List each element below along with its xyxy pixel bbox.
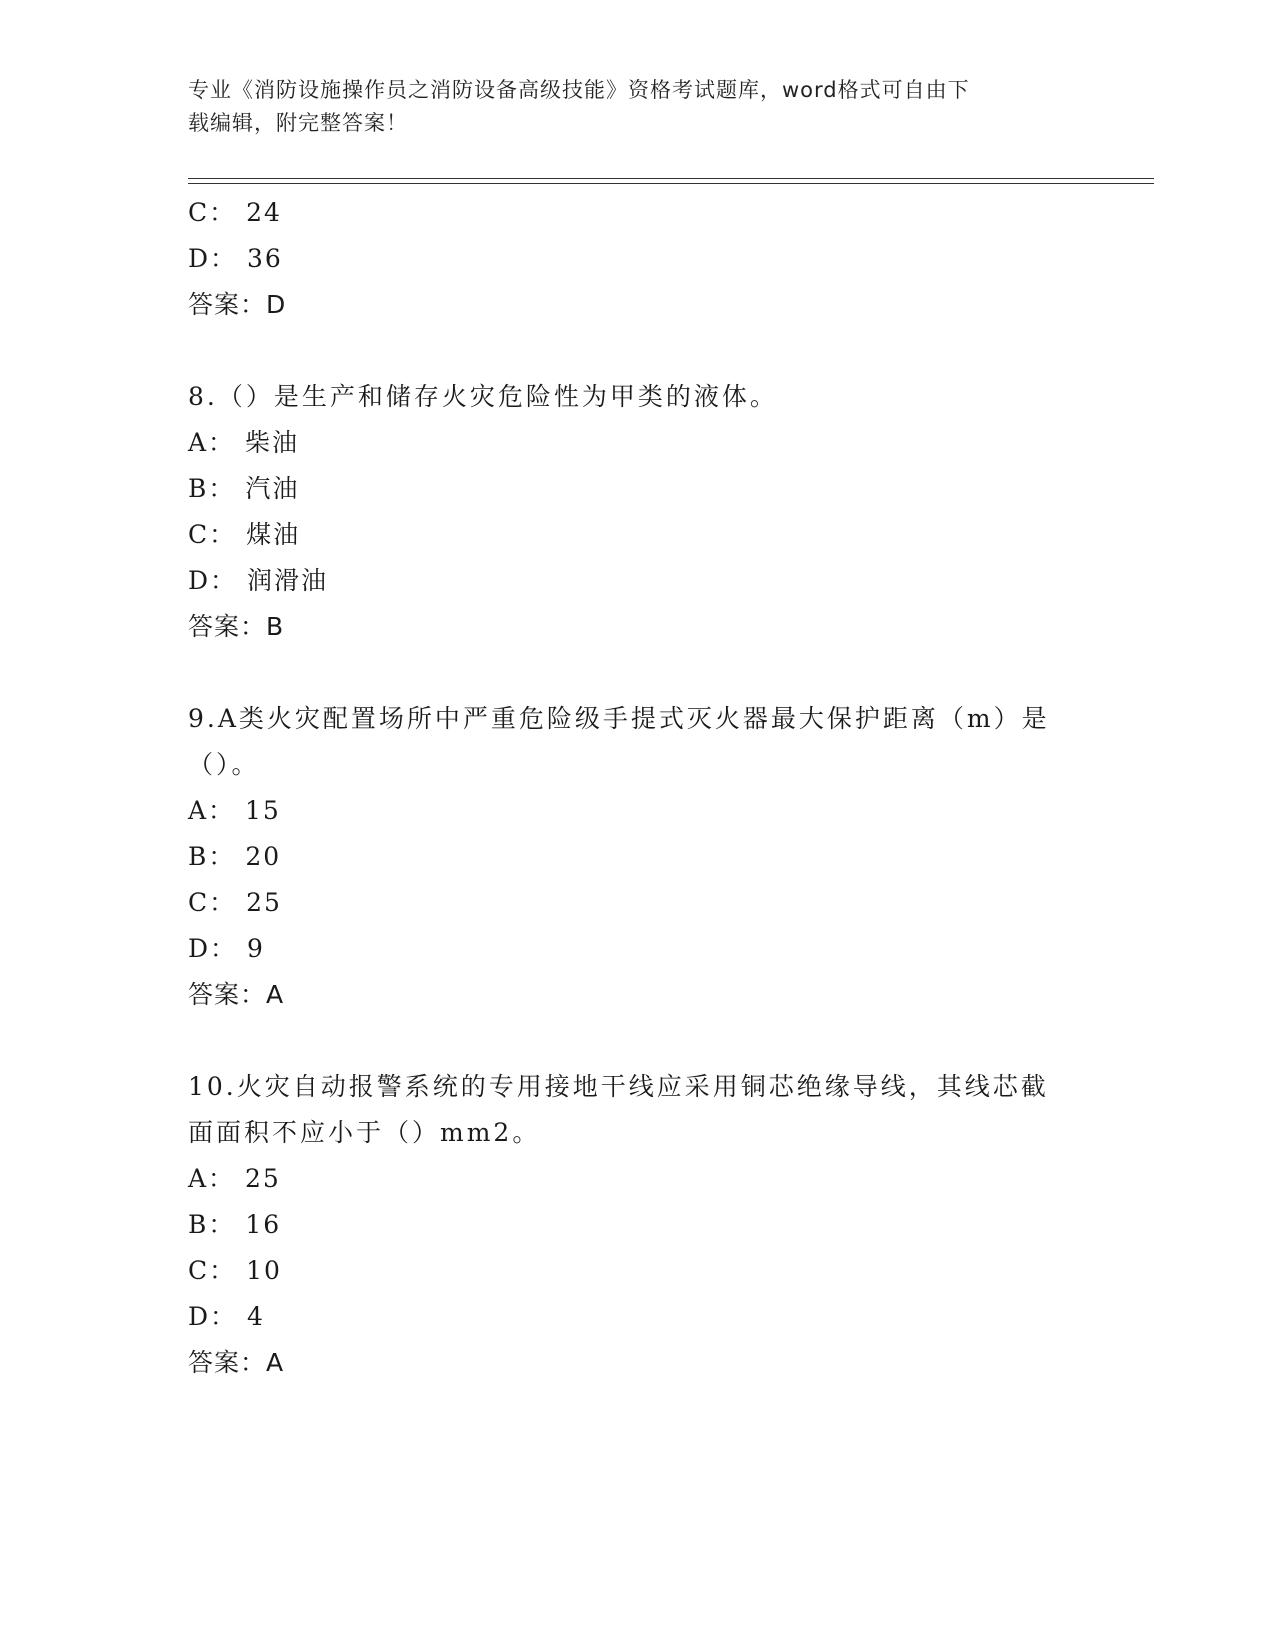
question-10 [188, 1064, 1088, 1386]
prev-question-block [188, 190, 1088, 328]
answer-line: 答案：D [188, 290, 287, 319]
option-label: B： [188, 842, 236, 871]
question-text-line-2: （）。 [188, 750, 260, 779]
question-8 [188, 374, 1088, 650]
option-label: D： [188, 566, 238, 595]
option-text: 10 [246, 1256, 282, 1285]
option-label: D： [188, 934, 238, 963]
option-d [188, 926, 1088, 972]
option-text: 24 [246, 198, 282, 227]
option-text: 9 [247, 934, 265, 963]
question-text-line-2: 面面积不应小于（）mm2。 [188, 1118, 541, 1147]
option-label: A： [188, 796, 236, 825]
option-label: A： [188, 428, 236, 457]
option-b [188, 1202, 1088, 1248]
option-text: 25 [245, 1164, 281, 1193]
question-9 [188, 696, 1088, 1018]
spacer [188, 650, 1088, 696]
document-header [188, 74, 1068, 140]
option-c [188, 512, 1088, 558]
option-a [188, 1156, 1088, 1202]
option-text: 20 [245, 842, 282, 871]
option-label: C： [188, 1256, 237, 1285]
option-c [188, 1248, 1088, 1294]
question-text: 8.（）是生产和储存火灾危险性为甲类的液体。 [188, 382, 778, 411]
option-label: B： [188, 1210, 236, 1239]
option-d [188, 1294, 1088, 1340]
option-text: 煤油 [246, 520, 301, 549]
option-b [188, 834, 1088, 880]
option-text: 15 [245, 796, 281, 825]
question-text-line-1: 10.火灾自动报警系统的专用接地干线应采用铜芯绝缘导线，其线芯截 [188, 1072, 1049, 1101]
option-a [188, 788, 1088, 834]
header-line-2: 载编辑，附完整答案！ [188, 111, 408, 135]
spacer [188, 328, 1088, 374]
header-divider-bottom [188, 183, 1154, 184]
option-a [188, 420, 1088, 466]
option-d [188, 236, 1088, 282]
option-label: B： [188, 474, 236, 503]
option-text: 柴油 [245, 428, 300, 457]
header-line-1: 专业《消防设施操作员之消防设备高级技能》资格考试题库，word格式可自由下 [188, 78, 970, 102]
option-d [188, 558, 1088, 604]
option-text: 25 [246, 888, 282, 917]
option-text: 36 [247, 244, 283, 273]
answer-line: 答案：B [188, 612, 285, 641]
option-label: C： [188, 198, 237, 227]
option-label: D： [188, 244, 238, 273]
option-c [188, 880, 1088, 926]
option-label: A： [188, 1164, 236, 1193]
option-c [188, 190, 1088, 236]
option-text: 16 [245, 1210, 282, 1239]
header-divider-top [188, 178, 1154, 179]
answer-line: 答案：A [188, 1348, 285, 1377]
question-text-line-1: 9.A类火灾配置场所中严重危险级手提式灭火器最大保护距离（m）是 [188, 704, 1050, 733]
option-label: C： [188, 888, 237, 917]
question-list [188, 190, 1088, 1386]
option-label: C： [188, 520, 237, 549]
answer-line: 答案：A [188, 980, 285, 1009]
option-b [188, 466, 1088, 512]
spacer [188, 1018, 1088, 1064]
option-label: D： [188, 1302, 238, 1331]
option-text: 润滑油 [247, 566, 329, 595]
option-text: 4 [247, 1302, 265, 1331]
option-text: 汽油 [245, 474, 300, 503]
